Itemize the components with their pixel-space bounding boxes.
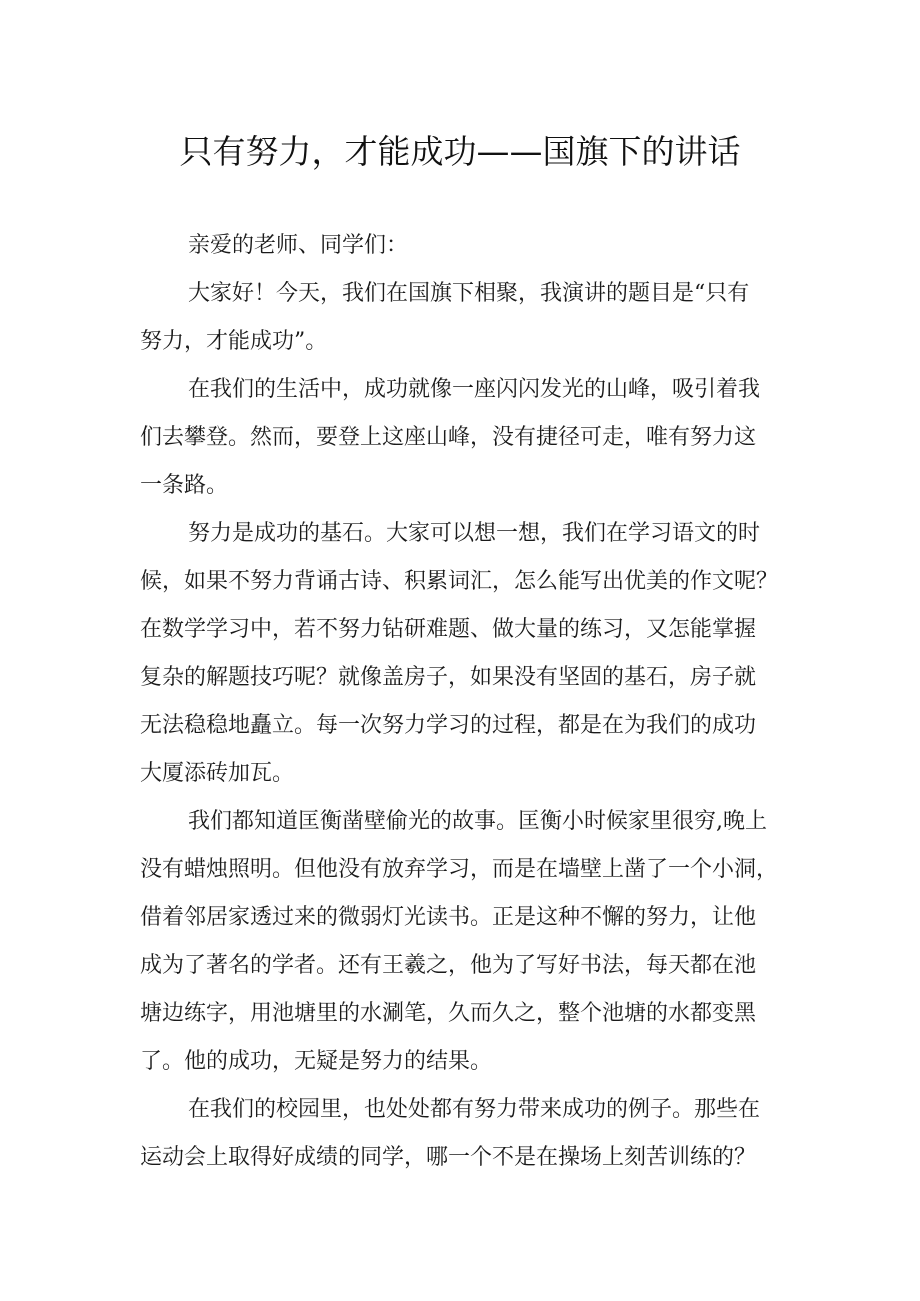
paragraph-line: 在我们的生活中，成功就像一座闪闪发光的山峰，吸引着我 xyxy=(188,377,761,402)
paragraph-line: 了。他的成功，无疑是努力的结果。 xyxy=(140,1049,493,1074)
paragraph-line: 成为了著名的学者。还有王羲之，他为了写好书法，每天都在池 xyxy=(140,953,757,978)
paragraph-line: 运动会上取得好成绩的同学，哪一个不是在操场上刻苦训练的？ xyxy=(140,1145,757,1170)
paragraph-line: 塘边练字，用池塘里的水涮笔，久而久之，整个池塘的水都变黑 xyxy=(140,1001,757,1026)
paragraph-line: 们去攀登。然而，要登上这座山峰，没有捷径可走，唯有努力这 xyxy=(140,425,757,450)
salutation-line: 亲爱的老师、同学们： xyxy=(188,233,409,258)
paragraph-line: 大厦添砖加瓦。 xyxy=(140,761,295,786)
paragraph-line: 努力，才能成功”。 xyxy=(140,329,328,354)
document-body xyxy=(140,222,792,1182)
paragraph-line: 大家好！今天，我们在国旗下相聚，我演讲的题目是“只有 xyxy=(188,281,750,306)
paragraph-line: 在数学学习中，若不努力钻研难题、做大量的练习，又怎能掌握 xyxy=(140,617,757,642)
paragraph-line: 候，如果不努力背诵古诗、积累词汇，怎么能写出优美的作文呢？ xyxy=(140,569,779,594)
paragraph-line: 借着邻居家透过来的微弱灯光读书。正是这种不懈的努力，让他 xyxy=(140,905,757,930)
paragraph-line: 没有蜡烛照明。但他没有放弃学习，而是在墙壁上凿了一个小洞， xyxy=(140,857,779,882)
document-title: 只有努力，才能成功——国旗下的讲话 xyxy=(179,132,741,171)
paragraph-line: 努力是成功的基石。大家可以想一想，我们在学习语文的时 xyxy=(188,521,761,546)
paragraph-line: 复杂的解题技巧呢？就像盖房子，如果没有坚固的基石，房子就 xyxy=(140,665,757,690)
paragraph-line: 在我们的校园里，也处处都有努力带来成功的例子。那些在 xyxy=(188,1097,761,1122)
paragraph-line: 一条路。 xyxy=(140,473,229,498)
paragraph-line: 我们都知道匡衡凿壁偷光的故事。匡衡小时候家里很穷,晚上 xyxy=(188,809,767,834)
paragraph-line: 无法稳稳地矗立。每一次努力学习的过程，都是在为我们的成功 xyxy=(140,713,757,738)
